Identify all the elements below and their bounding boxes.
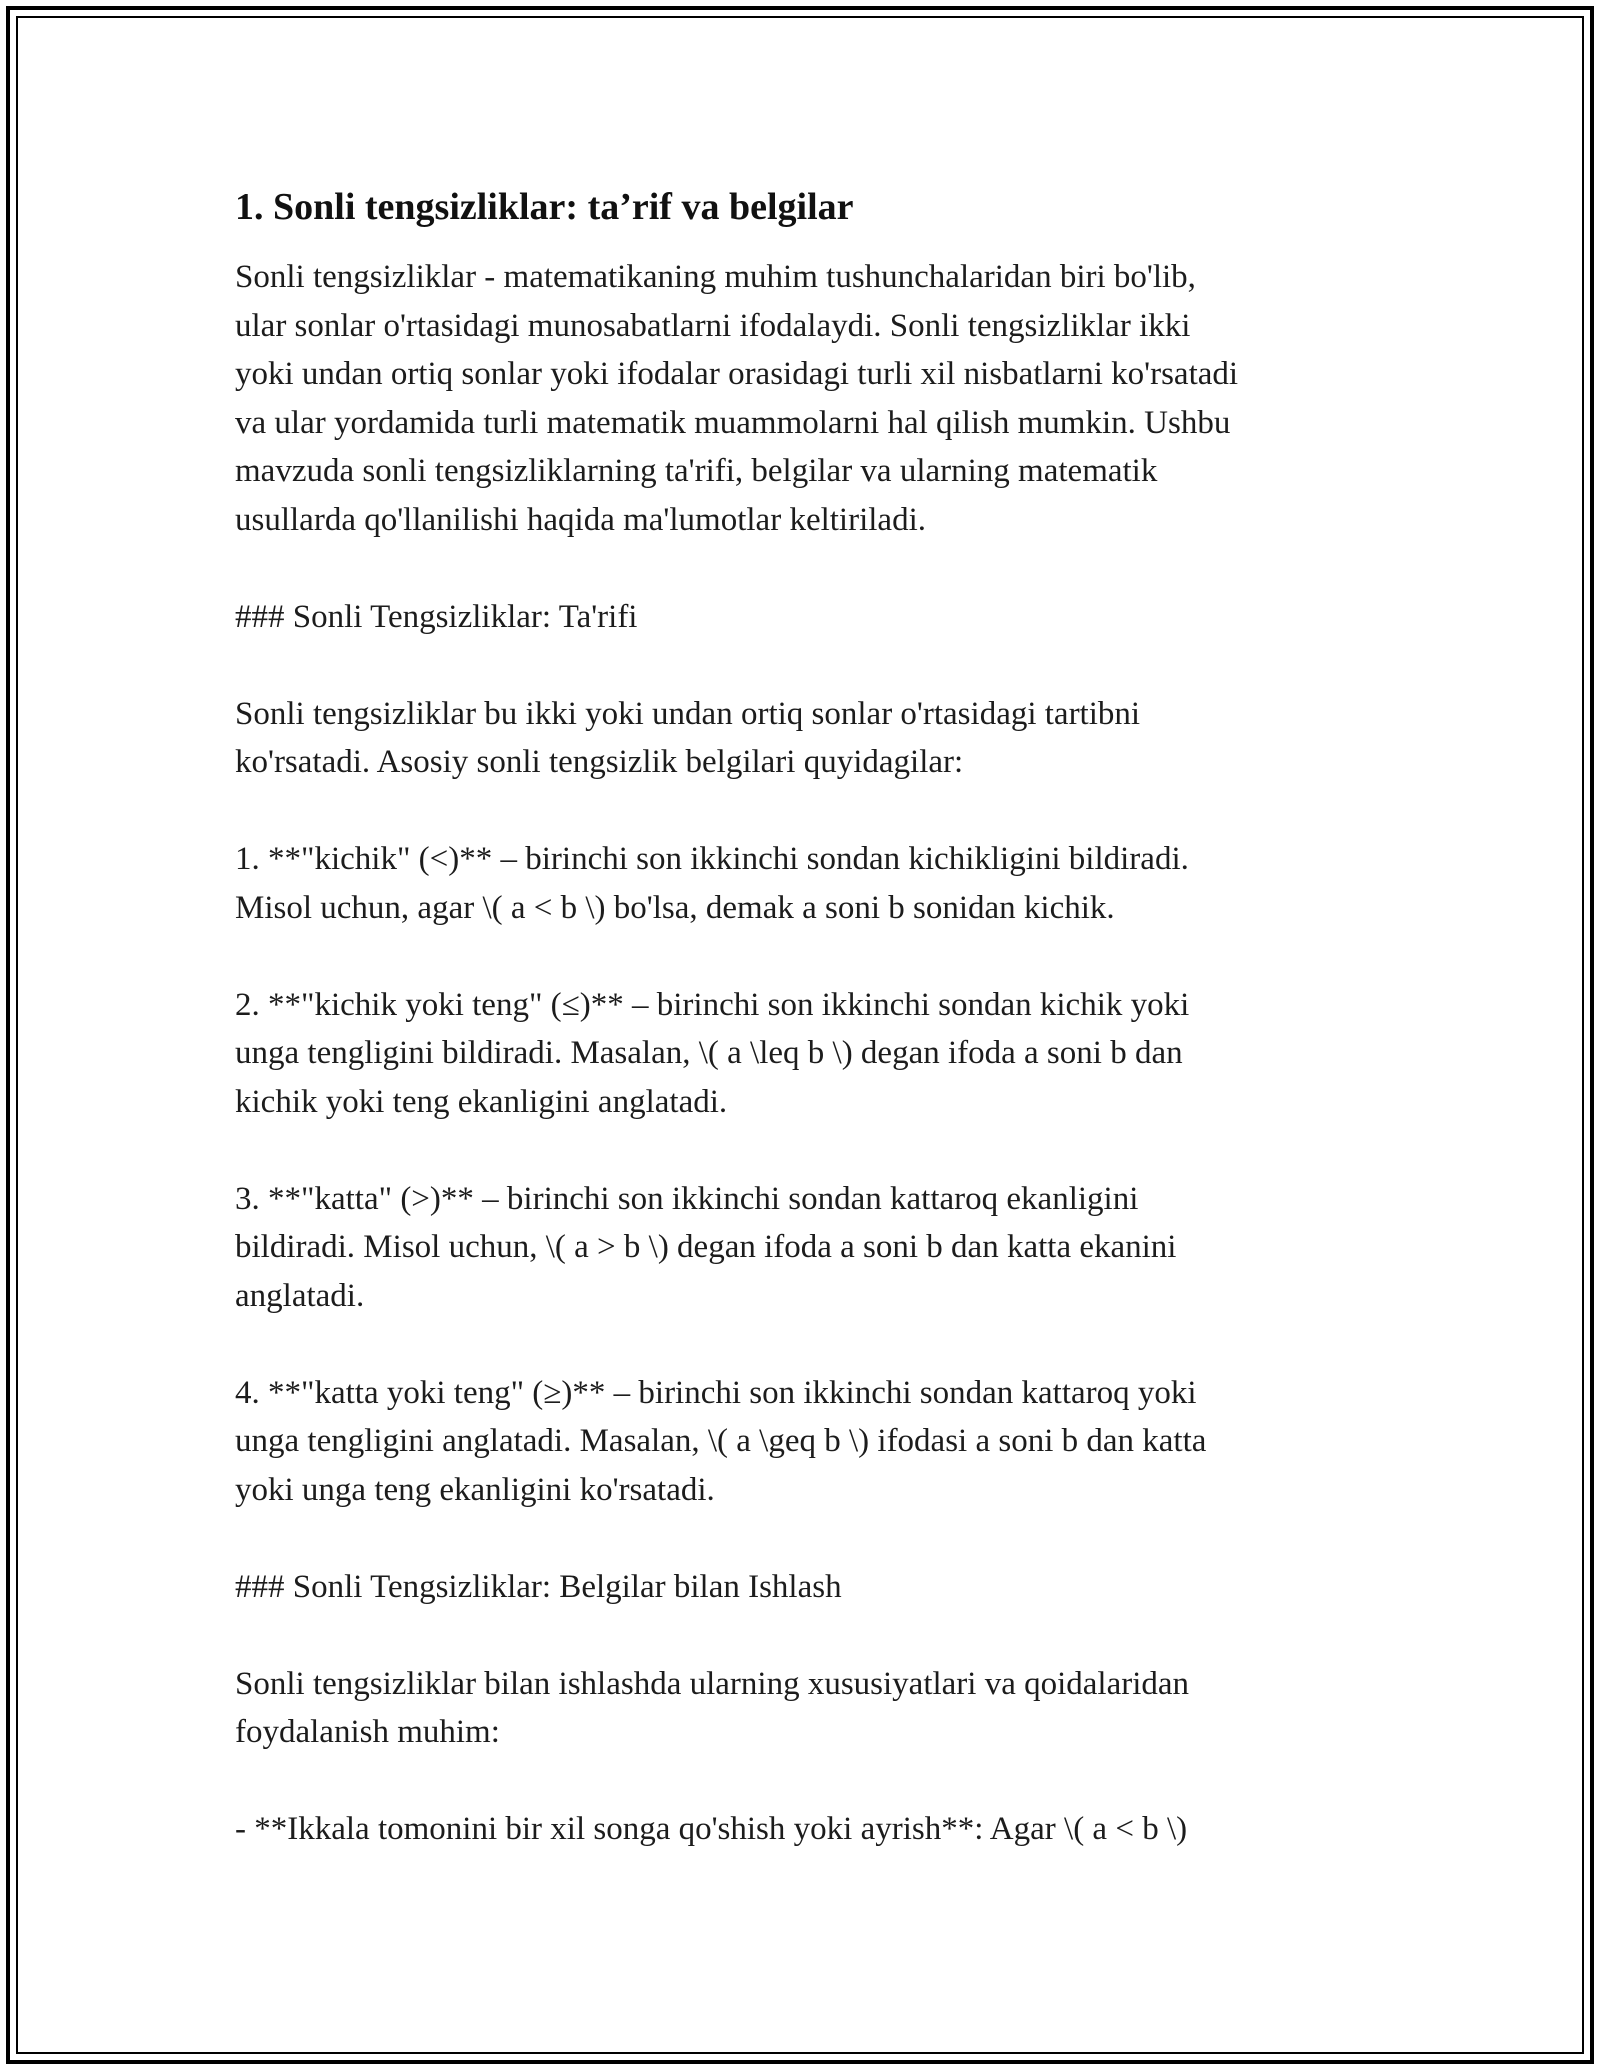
section-heading-tarifi: ### Sonli Tengsizliklar: Ta'rifi [235,598,638,635]
paragraph-gap [235,1126,1375,1175]
paragraph-gap [235,544,1375,593]
list-item-katta-yoki-teng: 4. **"katta yoki teng" (≥)** – birinchi son ikkinchi sondan kattaroq yoki unga tengligini anglatadi. Masalan, \( a \geq b \) ifodasi a soni b dan katta yoki unga teng ekanligini ko'rsatadi. [235,1374,1207,1508]
rules-intro-paragraph: Sonli tengsizliklar bilan ishlashda ularning xususiyatlari va qoidalaridan foydalanish muhim: [235,1665,1190,1750]
definition-paragraph: Sonli tengsizliklar bu ikki yoki undan ortiq sonlar o'rtasidagi tartibni ko'rsatadi. Asosiy sonli tengsizlik belgilari quyidagilar: [235,695,1141,780]
paragraph-gap [235,1514,1375,1563]
section-heading-belgilar: ### Sonli Tengsizliklar: Belgilar bilan Ishlash [235,1568,842,1605]
list-item-kichik: 1. **"kichik" (<)** – birinchi son ikkinchi sondan kichikligini bildiradi. Misol uchun, agar \( a < b \) bo'lsa, demak a soni b sonidan kichik. [235,841,1189,926]
bullet-item-qoshish: - **Ikkala tomonini bir xil songa qo'shish yoki ayrish**: Agar \( a < b \) [235,1811,1188,1847]
paragraph-gap [235,1320,1375,1369]
paragraph-gap [235,641,1375,690]
paragraph-gap [235,1757,1375,1806]
paragraph-gap [235,932,1375,981]
intro-paragraph: Sonli tengsizliklar - matematikaning muhim tushunchalaridan biri bo'lib, ular sonlar o'rtasidagi munosabatlarni ifodalaydi. Sonli tengsizliklar ikki yoki undan ortiq sonlar yoki ifodalar orasidagi turli xil nisbatlarni ko'rsatadi va ular yordamida turli matematik muammolarni hal qilish mumkin. Ushbu mavzuda sonli tengsizliklarning ta'rifi, belgilar va ularning matematik usullarda qo'llanilishi haqida ma'lumotlar keltiriladi. [235,259,1239,538]
list-item-kichik-yoki-teng: 2. **"kichik yoki teng" (≤)** – birinchi son ikkinchi sondan kichik yoki unga tengligini bildiradi. Masalan, \( a \leq b \) degan ifoda a soni b dan kichik yoki teng ekanligini anglatadi. [235,986,1190,1120]
paragraph-gap [235,1611,1375,1660]
document-heading: 1. Sonli tengsizliklar: ta’rif va belgilar [235,186,854,228]
paragraph-gap [235,787,1375,836]
document-body [235,183,1375,1854]
list-item-katta: 3. **"katta" (>)** – birinchi son ikkinchi sondan kattaroq ekanligini bildiradi. Misol uchun, \( a > b \) degan ifoda a soni b dan katta ekanini anglatadi. [235,1180,1177,1314]
